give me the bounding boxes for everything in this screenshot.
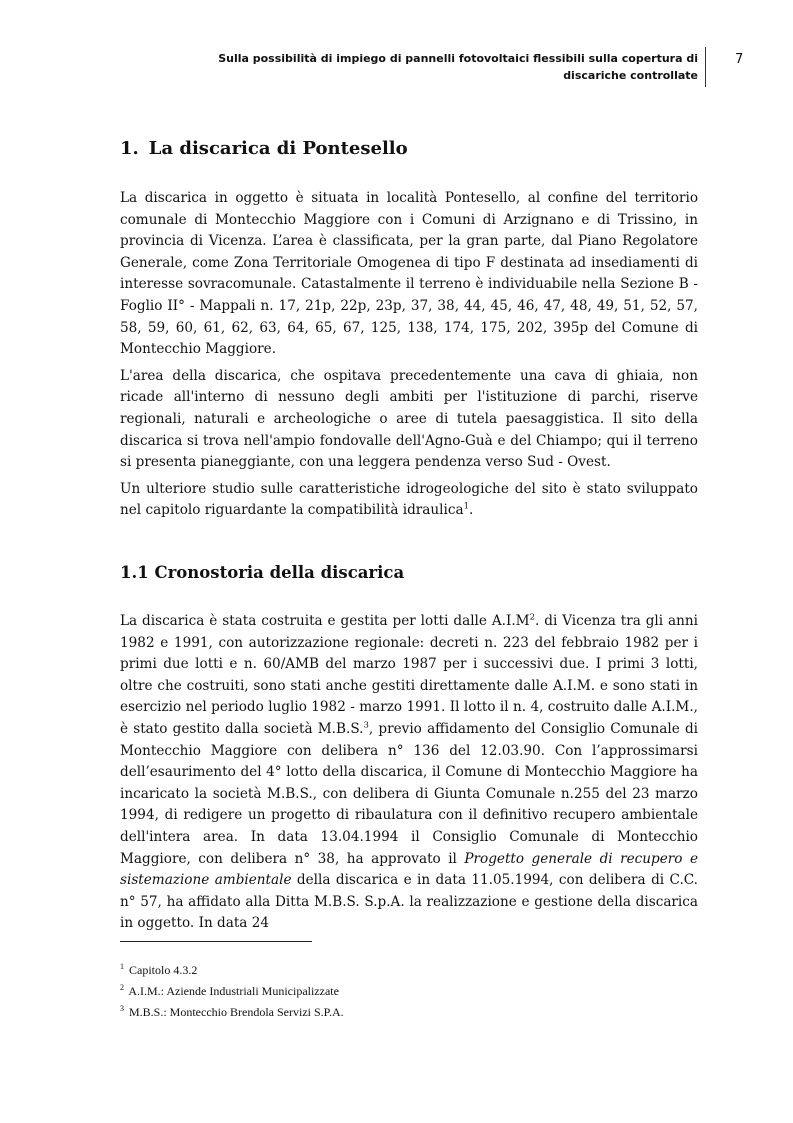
page-number: 7 [735, 52, 744, 67]
paragraph: L'area della discarica, che ospitava precedentemente una cava di ghiaia, non ricade all'interno di nessuno degli ambiti per l'istituzione di parchi, riserve regionali, naturali e archeologiche o aree di tutela paesaggistica. Il sito della discarica si trova nell'ampio fondovalle dell'Agno-Guà e del Chiampo; qui il terreno si presenta pianeggiante, con una leggera pendenza verso Sud - Ovest. [120, 367, 698, 471]
footnote: $^2$ A.I.M.: Aziende Industriali Municipalizzate [120, 983, 339, 998]
footnote-ref[interactable]: 3 [363, 720, 369, 731]
footnote: $^1$ Capitolo 4.3.2 [120, 962, 198, 977]
paragraph: La discarica in oggetto è situata in località Pontesello, al confine del territorio comunale di Montecchio Maggiore con i Comuni di Arzignano e di Trissino, in provincia di Vicenza. L’area è classificata, per la gran parte, dal Piano Regolatore Generale, come Zona Territoriale Omogenea di tipo F destinata ad insediamenti di interesse sovracomunale. Catastalmente il terreno è individuabile nella Sezione B - Foglio II° - Mappali n. 17, 21p, 22p, 23p, 37, 38, 44, 45, 46, 47, 48, 49, 51, 52, 57, 58, 59, 60, 61, 62, 63, 64, 65, 67, 125, 138, 174, 175, 202, 395p del Comune di Montecchio Maggiore. [120, 190, 698, 358]
section-number: 1. [120, 138, 139, 159]
paragraph: La discarica è stata costruita e gestita per lotti dalle $A.I.M^2$. di Vicenza tra gli anni 1982 e 1991, con autorizzazione regionale: decreti n. 223 del febbraio 1982 per i primi due lotti e n. 60/AMB del marzo 1987 per i successivi due. I primi 3 lotti, oltre che costruiti, sono stati anche gestiti direttamente dalle A.I.M. e sono stati in esercizio nel periodo luglio 1982 - marzo 1991. Il lotto il n. 4, costruito dalle A.I.M., è stato gestito dalla società M.B.S.$^3$, previo affidamento del Consiglio Comunale di Montecchio Maggiore con delibera n° 136 del 12.03.90. Con l’approssimarsi dell’esaurimento del 4° lotto della discarica, il Comune di Montecchio Maggiore ha incaricato la società M.B.S., con delibera di Giunta Comunale n.255 del 23 marzo 1994, di redigere un progetto di ribaulatura con il definitivo recupero ambientale dell'intera area. In data 13.04.1994 il Consiglio Comunale di Montecchio Maggiore, con delibera n° 38, ha approvato il Progetto generale di recupero e sistemazione ambientale della discarica e in data 11.05.1994, con delibera di C.C. n° 57, ha affidato alla Ditta M.B.S. S.p.A. la realizzazione e gestione della discarica in oggetto. In data 24 [120, 612, 699, 932]
footnote-ref[interactable]: 2 [529, 612, 536, 623]
footnote-separator [120, 941, 312, 942]
running-header [120, 50, 698, 84]
footnote-ref[interactable]: 1 [463, 501, 469, 512]
header-divider [705, 47, 706, 87]
section-title: La discarica di Pontesello [148, 138, 408, 159]
footnote: $^3$ M.B.S.: Montecchio Brendola Servizi S.P.A. [120, 1004, 344, 1019]
paragraph: Un ulteriore studio sulle caratteristiche idrogeologiche del sito è stato sviluppato nel capitolo riguardante la compatibilità idraulica$^1$. [120, 480, 698, 519]
project-title: Progetto generale di recupero e sistemazione ambientale [120, 850, 698, 889]
subsection-heading: 1.1 Cronostoria della discarica [120, 563, 405, 582]
section-heading [120, 138, 408, 159]
running-header-line-1: Sulla possibilità di impiego di pannelli fotovoltaici flessibili sulla copertura di [218, 52, 698, 65]
running-header-line-2: discariche controllate [563, 69, 698, 82]
subsection-body [120, 611, 698, 940]
section-body [120, 188, 698, 527]
footnotes [120, 960, 698, 1023]
